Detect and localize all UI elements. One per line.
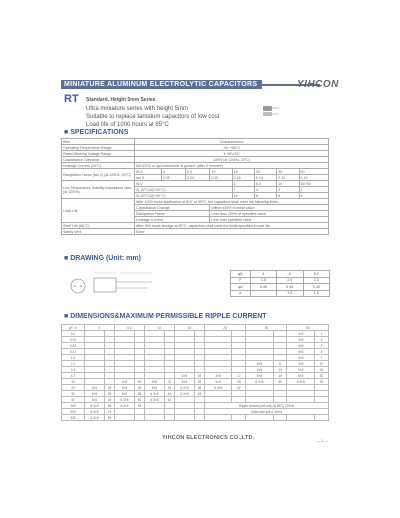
feature-2: Suitable to replace tantalum capacitors of low cost bbox=[86, 114, 220, 120]
header-banner: MINIATURE ALUMINUM ELECTROLYTIC CAPACITORS bbox=[61, 80, 262, 89]
specifications-heading: ■ SPECIFICATIONS bbox=[64, 129, 129, 136]
brand-logo: YIHCON bbox=[297, 79, 339, 90]
drawing-table: φD 4 5 6.3 F 1.5 2.0 2.5 φd 0.45 0.45 0.45 α 1.0 1.5 bbox=[230, 270, 330, 297]
dimensions-heading: ■ DIMENSIONS&MAXIMUM PERMISSIBLE RIPPLE CURRENT bbox=[64, 313, 267, 320]
capacitor-image bbox=[262, 104, 280, 118]
dimensions-table: µF \ V 4 6.3 10 16 25 35 50 0.1 4×5 1 0.22 4×5 2 0.33 4×5 3 0.47 4×5 4 1.0 4×5 7 2.2 4×5 11 4×5 12 3.3 4×5 14 5×5 16 4.7 4×5 16 4×5 17 5×5 19 5×5 20 10 4×5 20 4×5 22 5×5 25 5×5 28 6.3×5 30 6.3×5 32 22 4×5 26 5×5 30 5×5 34 6.3×5 38 6.3×5 42 33 5×5 33 5×5 38 6.3×5 44 6.3×5 48 47 5×5 40 6.3×5 46 6.3×5 52 100 6.3×5 58 6.3×5 64 Ripple current (mA rms) at 85°C 120Hz 220 6.3×5 74 Case size φD×L (mm) 330 6.3×5 85 bbox=[61, 324, 329, 421]
series-code: RT bbox=[64, 93, 79, 105]
footer-company: YIHCON ELECTRONICS CO.,LTD. bbox=[162, 435, 255, 441]
feature-1: Ultra miniature series with height 5mm bbox=[86, 106, 189, 112]
feature-3: Load life of 1000 hours at 85°C bbox=[86, 122, 169, 128]
specifications-table: Item Characteristics Operating Temperature Range -40~+85°C Rated Working Voltage Range 4~50V.DC Capacitance Tolerance ±20% (at 120Hz, 20°C) Leakage Current (20°C) I≤0.01CV or 3µA whichever is greater (after 2 minutes) Dissipation Factor (tan δ) (at 120Hz, 20°C) W.V. 4 6.3 10 16 25 35 50 tan δ 0.35 0.24 0.20 0.16 0.14 0.12 0.10 Low Temperature Stability Impedance ratio (at 120Hz) W.V. 4 6.3 10 16~50 Z(-25°C)/Z(+20°C) 7 4 3 2 Z(-40°C)/Z(+20°C) 15 8 6 4 Load Life After 1000 hours application of W.V. at 85°C, the capacitors shall meet the following limits: Capacitance Change Within ±20% of initial value Dissipation Factor Less than 200% of specified value Leakage Current Less than specified value Shelf Life (85°C) After 500 hours storage at 85°C, capacitors shall meet the limits specified in load life. Safety Vent None bbox=[61, 138, 329, 235]
drawing-heading: ■ DRAWING (Unit: mm) bbox=[64, 255, 141, 262]
series-subtitle: Standard, Height 5mm Series bbox=[86, 97, 156, 103]
voltage-header-row: µF \ V 4 6.3 10 16 25 35 50 bbox=[62, 325, 329, 331]
page-number: — 1 — bbox=[316, 438, 329, 443]
capacitor-drawing bbox=[64, 266, 164, 304]
